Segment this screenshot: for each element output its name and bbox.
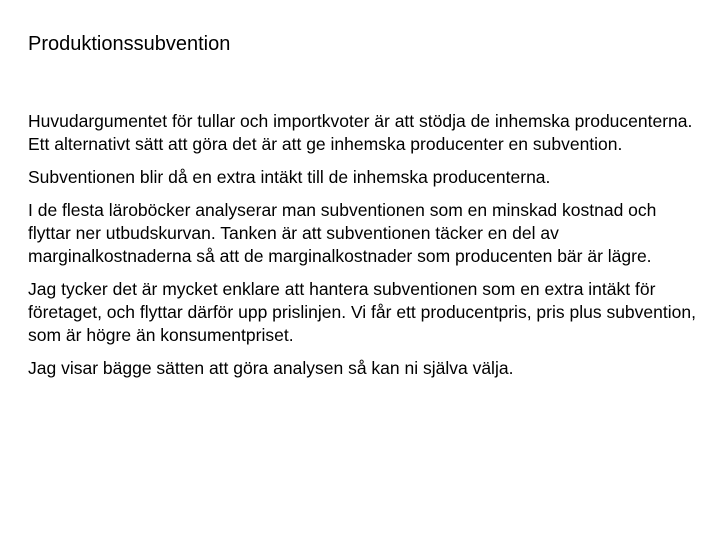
paragraph-textbook-analysis: I de flesta läroböcker analyserar man subventionen som en minskad kostnad och flyttar ner utbudskurvan. Tanken är att subventionen täcker en del av marginalkostnaderna så att de marginalkostnader som producenten bär är lägre.	[28, 200, 657, 266]
paragraph-both-methods: Jag visar bägge sätten att göra analysen så kan ni själva välja.	[28, 358, 514, 378]
paragraph-tariffs-argument: Huvudargumentet för tullar och importkvoter är att stödja de inhemska producenterna. Ett alternativt sätt att göra det är att ge inhemska producenter en subvention.	[28, 111, 693, 154]
paragraph-author-approach: Jag tycker det är mycket enklare att hantera subventionen som en extra intäkt för företaget, och flyttar därför upp prislinjen. Vi får ett producentpris, pris plus subvention, som är högre än konsumentpriset.	[28, 279, 696, 345]
slide-title: Produktionssubvention	[28, 33, 231, 55]
paragraph-extra-revenue: Subventionen blir då en extra intäkt till de inhemska producenterna.	[28, 167, 551, 187]
slide-body	[28, 110, 698, 390]
